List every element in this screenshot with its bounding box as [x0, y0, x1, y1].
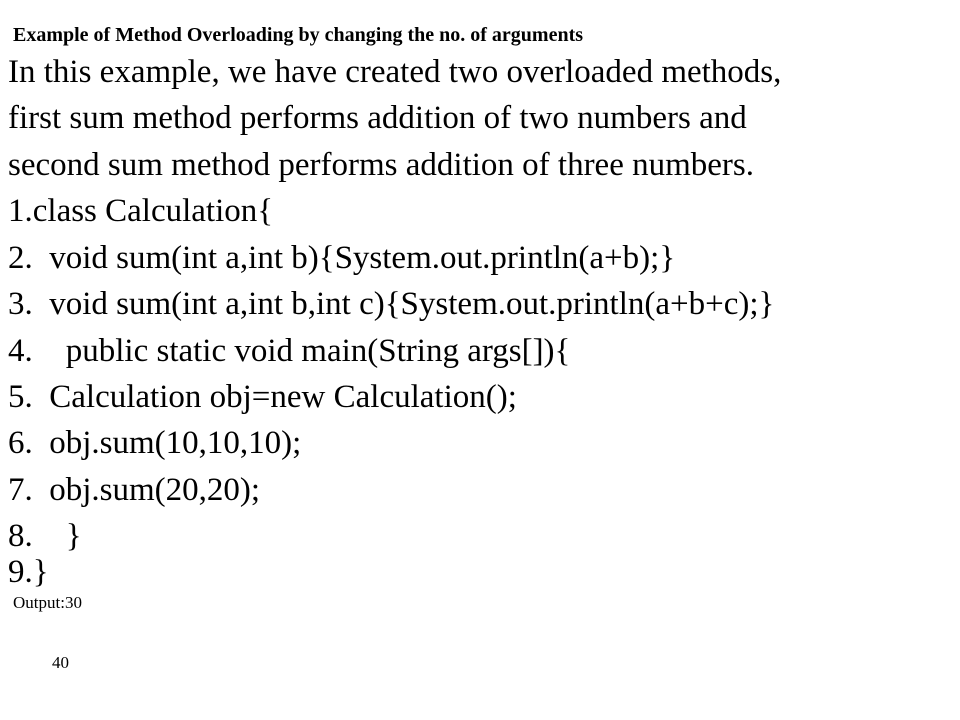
output-text: Output:30	[13, 593, 82, 612]
code-line: 7. obj.sum(20,20);	[8, 472, 261, 508]
code-line: 4. public static void main(String args[]){	[8, 333, 571, 369]
page-number: 40	[52, 653, 69, 672]
code-line: 8. }	[8, 518, 82, 554]
slide-heading: Example of Method Overloading by changing the no. of arguments	[13, 24, 584, 46]
code-line: 1.class Calculation{	[8, 193, 274, 229]
code-line: 3. void sum(int a,int b,int c){System.out.println(a+b+c);}	[8, 286, 775, 322]
code-line: 6. obj.sum(10,10,10);	[8, 425, 302, 461]
code-line: 5. Calculation obj=new Calculation();	[8, 379, 517, 415]
code-line: 2. void sum(int a,int b){System.out.println(a+b);}	[8, 240, 676, 276]
intro-line: In this example, we have created two overloaded methods,	[8, 54, 782, 90]
intro-line: first sum method performs addition of two numbers and	[8, 100, 747, 136]
code-line: 9.}	[8, 554, 49, 590]
intro-line: second sum method performs addition of three numbers.	[8, 147, 754, 183]
